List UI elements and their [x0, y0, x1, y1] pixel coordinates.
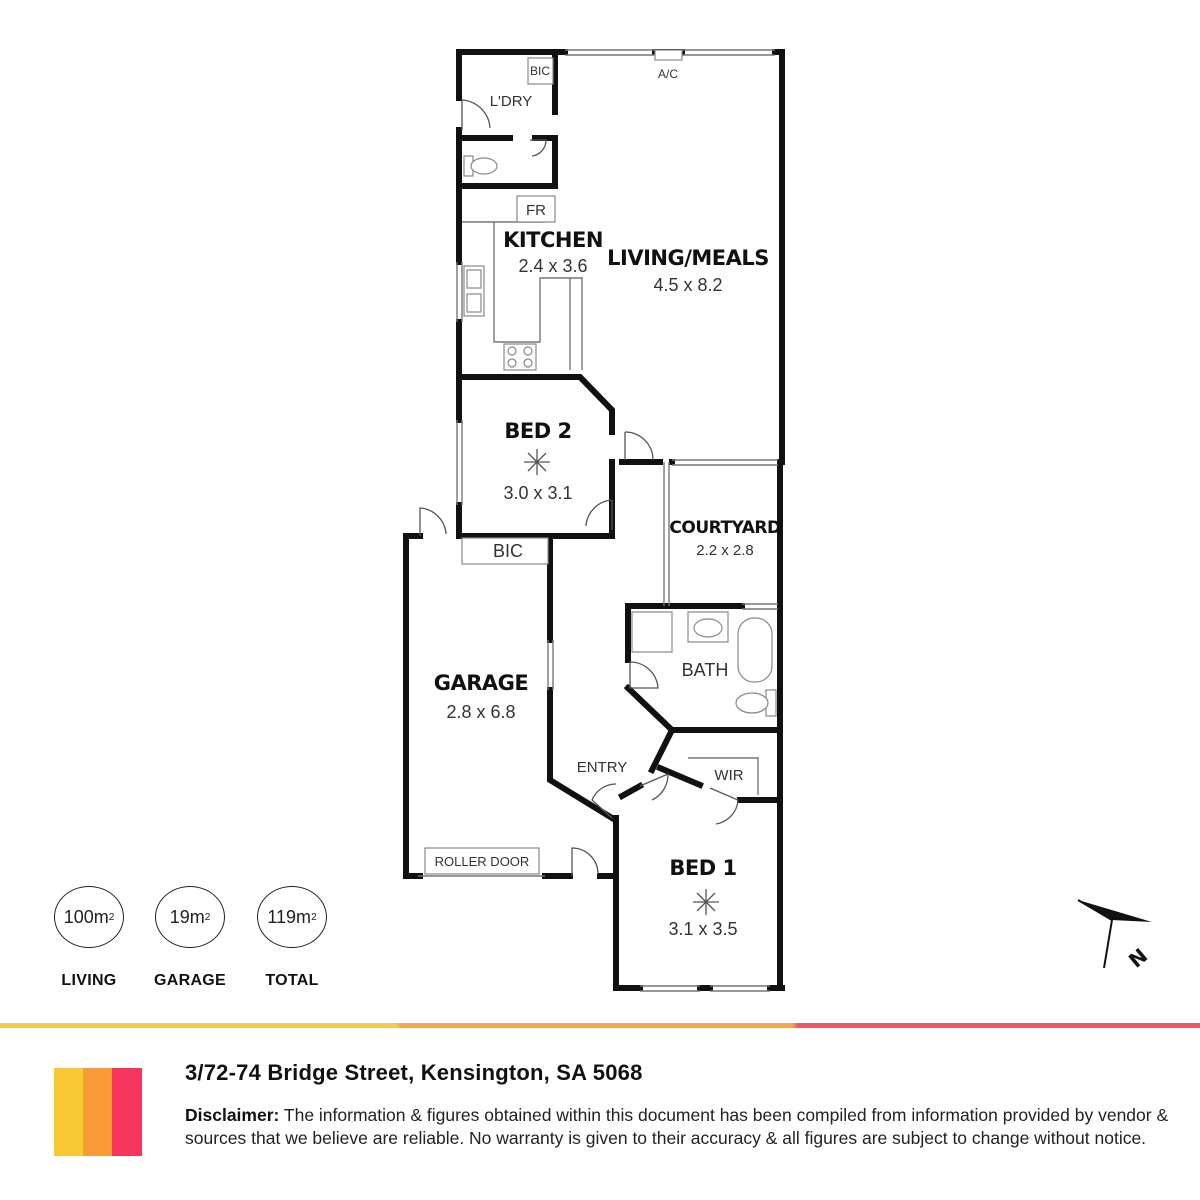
living-area-badge	[54, 886, 124, 948]
brand-logo	[54, 1068, 142, 1156]
color-divider	[0, 1023, 1200, 1028]
garage-area-sup: 2	[204, 911, 211, 923]
garage-dims: 2.8 x 6.8	[446, 702, 516, 722]
laundry-label: L'DRY	[489, 93, 533, 110]
kitchen-name: KITCHEN	[503, 228, 603, 252]
ac-label: A/C	[657, 67, 679, 81]
logo-orange-bar	[83, 1068, 113, 1156]
logo-yellow-bar	[54, 1068, 84, 1156]
garage-area-badge	[155, 886, 225, 948]
living-area-sup: 2	[108, 911, 115, 923]
ceiling-fan-icon	[693, 889, 719, 915]
garage-area-label: GARAGE	[153, 972, 227, 989]
north-arrow-icon	[1078, 900, 1152, 973]
laundry-bic-label: BIC	[529, 64, 551, 78]
wir-label: WIR	[714, 767, 744, 784]
total-area-badge	[257, 886, 327, 948]
disclaimer	[185, 1104, 1175, 1149]
bed1-dims: 3.1 x 3.5	[668, 919, 738, 939]
courtyard-name: COURTYARD	[669, 518, 781, 538]
bed1-name: BED 1	[669, 856, 737, 880]
disclaimer-label: Disclaimer:	[185, 1105, 280, 1125]
bed2-dims: 3.0 x 3.1	[503, 483, 573, 503]
bed2-bic-label: BIC	[492, 541, 524, 561]
disclaimer-text: The information & figures obtained within this document has been compiled from information provided by vendor & sources that we believe are reliable. No warranty is given to their accuracy & all figures are subject to change without notice.	[185, 1105, 1169, 1148]
property-address: 3/72-74 Bridge Street, Kensington, SA 5068	[185, 1060, 643, 1085]
north-letter: N	[1123, 943, 1153, 973]
logo-red-bar	[112, 1068, 142, 1156]
living-name: LIVING/MEALS	[607, 246, 769, 270]
ceiling-fan-icon	[524, 449, 550, 475]
fridge-label: FR	[526, 202, 546, 219]
courtyard-dims: 2.2 x 2.8	[696, 542, 754, 559]
living-area-value: 100m	[63, 906, 109, 927]
garage-area-value: 19m	[169, 906, 205, 927]
bath-label: BATH	[681, 660, 729, 680]
total-area-label: TOTAL	[265, 972, 319, 989]
living-area-label: LIVING	[61, 972, 117, 989]
roller-door-label: ROLLER DOOR	[434, 854, 530, 869]
bed2-name: BED 2	[504, 419, 572, 443]
entry-label: ENTRY	[576, 759, 628, 776]
garage-name: GARAGE	[433, 671, 529, 695]
total-area-sup: 2	[311, 911, 317, 923]
total-area-value: 119m	[267, 906, 312, 927]
living-dims: 4.5 x 8.2	[653, 275, 723, 295]
kitchen-dims: 2.4 x 3.6	[518, 256, 588, 276]
